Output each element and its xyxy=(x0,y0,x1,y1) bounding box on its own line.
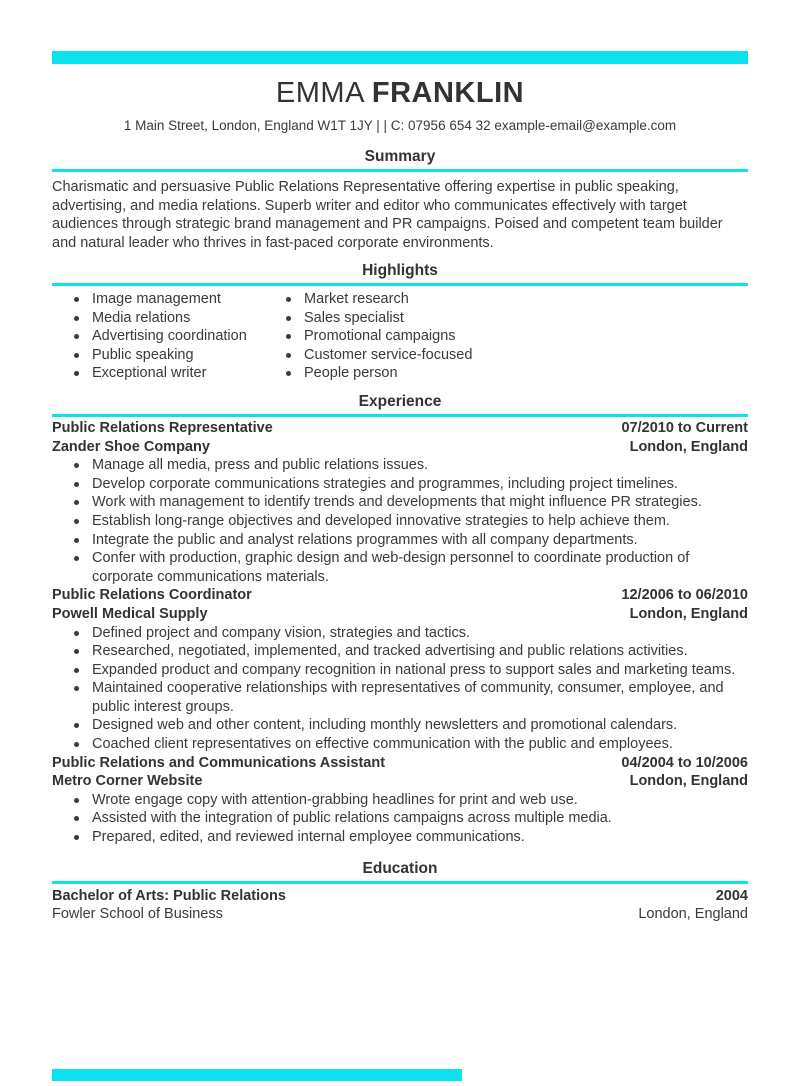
list-item xyxy=(52,346,264,365)
job-title: Public Relations and Communications Assistant xyxy=(52,754,386,771)
highlight-text: Image management xyxy=(92,291,221,307)
bullet-icon xyxy=(74,835,79,840)
list-item xyxy=(264,364,472,383)
bullet-icon xyxy=(286,297,291,302)
list-item xyxy=(264,290,472,309)
list-item xyxy=(52,290,264,309)
bullet-icon xyxy=(74,519,79,524)
job-dates: 04/2004 to 10/2006 xyxy=(621,754,748,771)
highlights-heading: Highlights xyxy=(362,262,438,279)
job-company-row xyxy=(52,605,748,624)
list-item xyxy=(264,309,472,328)
highlight-text: Media relations xyxy=(92,309,191,326)
degree: Bachelor of Arts: Public Relations xyxy=(52,887,286,904)
bullet-icon xyxy=(74,371,79,376)
bullet-text: Develop corporate communications strategies and programmes, including project timelines. xyxy=(92,475,678,492)
bullet-icon xyxy=(74,556,79,561)
job-location: London, England xyxy=(629,605,748,622)
job-entry xyxy=(52,419,748,586)
bullet-text: Researched, negotiated, implemented, and tracked advertising and public relations activities. xyxy=(92,643,688,660)
bullet-text: Designed web and other content, including monthly newsletters and promotional calendars. xyxy=(92,717,678,734)
bottom-accent-bar xyxy=(52,1069,462,1081)
highlights-rule xyxy=(52,283,748,286)
bullet-icon xyxy=(74,353,79,358)
list-item xyxy=(52,735,748,754)
bullet-icon xyxy=(74,482,79,487)
bullet-text: Integrate the public and analyst relations programmes with all company departments. xyxy=(92,531,638,548)
bullet-icon xyxy=(74,538,79,543)
bullet-text: Wrote engage copy with attention-grabbing headlines for print and web use. xyxy=(92,791,578,808)
bullet-text: Work with management to identify trends and developments that might influence PR strategies. xyxy=(92,494,702,511)
list-item xyxy=(52,809,748,828)
list-item xyxy=(52,549,748,586)
list-item xyxy=(52,828,748,847)
bullet-icon xyxy=(74,297,79,302)
summary-rule xyxy=(52,169,748,172)
bullet-icon xyxy=(286,316,291,321)
experience-rule xyxy=(52,414,748,417)
contact-line: 1 Main Street, London, England W1T 1JY | | C: 07956 654 32 example-email@example.com xyxy=(123,118,677,133)
bullet-icon xyxy=(74,816,79,821)
bullet-icon xyxy=(74,649,79,654)
highlight-text: Promotional campaigns xyxy=(304,328,456,345)
highlight-text: Exceptional writer xyxy=(92,365,207,382)
list-item xyxy=(52,456,748,475)
bullet-icon xyxy=(74,334,79,339)
highlight-text: People person xyxy=(304,365,398,382)
job-title-row xyxy=(52,586,748,605)
bullet-icon xyxy=(74,686,79,691)
bullet-icon xyxy=(74,723,79,728)
highlights-column-1 xyxy=(52,290,264,383)
school-row xyxy=(52,905,748,924)
job-dates: 12/2006 to 06/2010 xyxy=(621,587,748,604)
first-name: EMMA xyxy=(275,77,372,109)
list-item xyxy=(52,309,264,328)
bullet-icon xyxy=(74,631,79,636)
education-rule xyxy=(52,881,748,884)
education-entry xyxy=(52,887,748,924)
bullet-text: Expanded product and company recognition in national press to support sales and marketing teams. xyxy=(92,661,736,678)
list-item xyxy=(52,531,748,550)
job-company: Metro Corner Website xyxy=(52,773,203,790)
list-item xyxy=(52,364,264,383)
highlights-columns xyxy=(52,290,748,383)
candidate-name xyxy=(52,77,748,109)
list-item xyxy=(264,327,472,346)
job-title-row xyxy=(52,754,748,773)
highlights-column-2 xyxy=(264,290,472,383)
job-location: London, England xyxy=(629,773,748,790)
job-dates: 07/2010 to Current xyxy=(621,419,748,436)
bullet-text: Coached client representatives on effective communication with the public and employees. xyxy=(92,736,673,753)
list-item xyxy=(52,716,748,735)
bullet-text: Confer with production, graphic design and web-design personnel to coordinate production of corporate communications materials. xyxy=(92,550,690,585)
school: Fowler School of Business xyxy=(52,906,223,923)
top-accent-bar xyxy=(52,51,748,64)
resume-page xyxy=(0,51,800,1086)
bullet-icon xyxy=(286,371,291,376)
bullet-text: Manage all media, press and public relations issues. xyxy=(92,457,429,474)
bullet-icon xyxy=(74,463,79,468)
bullet-icon xyxy=(286,334,291,339)
job-title-row xyxy=(52,419,748,438)
list-item xyxy=(52,624,748,643)
list-item xyxy=(264,346,472,365)
highlight-text: Sales specialist xyxy=(304,309,404,326)
highlight-text: Customer service-focused xyxy=(304,346,473,363)
job-entry xyxy=(52,754,748,847)
list-item xyxy=(52,642,748,661)
list-item xyxy=(52,679,748,716)
job-bullet-list xyxy=(52,791,748,847)
highlight-text: Public speaking xyxy=(92,346,194,363)
experience-jobs xyxy=(52,419,748,847)
job-title: Public Relations Coordinator xyxy=(52,587,252,604)
list-item xyxy=(52,327,264,346)
bullet-text: Prepared, edited, and reviewed internal employee communications. xyxy=(92,829,525,846)
job-bullet-list xyxy=(52,624,748,754)
education-heading: Education xyxy=(362,859,438,877)
school-location: London, England xyxy=(638,906,748,923)
degree-row xyxy=(52,887,748,906)
bullet-icon xyxy=(74,742,79,747)
bullet-icon xyxy=(74,668,79,673)
summary-text: Charismatic and persuasive Public Relations Representative offering expertise in public speaking, advertising, and media relations. Superb writer and editor who communicates effectively with target audiences through strategic brand management and PR campaigns. Poised and competent team builder and natural leader who thrives in fast-paced corporate environments. xyxy=(52,179,723,251)
experience-heading: Experience xyxy=(358,392,442,410)
list-item xyxy=(52,475,748,494)
list-item xyxy=(52,791,748,810)
bullet-text: Maintained cooperative relationships with representatives of community, consumer, employee, and public interest groups. xyxy=(92,680,724,715)
job-company-row xyxy=(52,772,748,791)
bullet-text: Establish long-range objectives and developed innovative strategies to help achieve them. xyxy=(92,512,670,529)
list-item xyxy=(52,661,748,680)
list-item xyxy=(52,493,748,512)
job-company: Zander Shoe Company xyxy=(52,438,210,455)
graduation-year: 2004 xyxy=(715,887,748,904)
bullet-text: Defined project and company vision, strategies and tactics. xyxy=(92,624,471,641)
job-bullet-list xyxy=(52,456,748,586)
highlight-text: Advertising coordination xyxy=(92,328,247,345)
bullet-icon xyxy=(74,316,79,321)
job-entry xyxy=(52,586,748,753)
bullet-icon xyxy=(74,500,79,505)
job-company-row xyxy=(52,438,748,457)
bullet-icon xyxy=(286,353,291,358)
job-company: Powell Medical Supply xyxy=(52,605,208,622)
job-location: London, England xyxy=(629,438,748,455)
bullet-text: Assisted with the integration of public relations campaigns across multiple media. xyxy=(92,810,612,827)
bullet-icon xyxy=(74,798,79,803)
summary-heading: Summary xyxy=(364,148,436,165)
last-name: FRANKLIN xyxy=(371,77,525,109)
job-title: Public Relations Representative xyxy=(52,419,273,436)
list-item xyxy=(52,512,748,531)
highlight-text: Market research xyxy=(304,291,409,307)
